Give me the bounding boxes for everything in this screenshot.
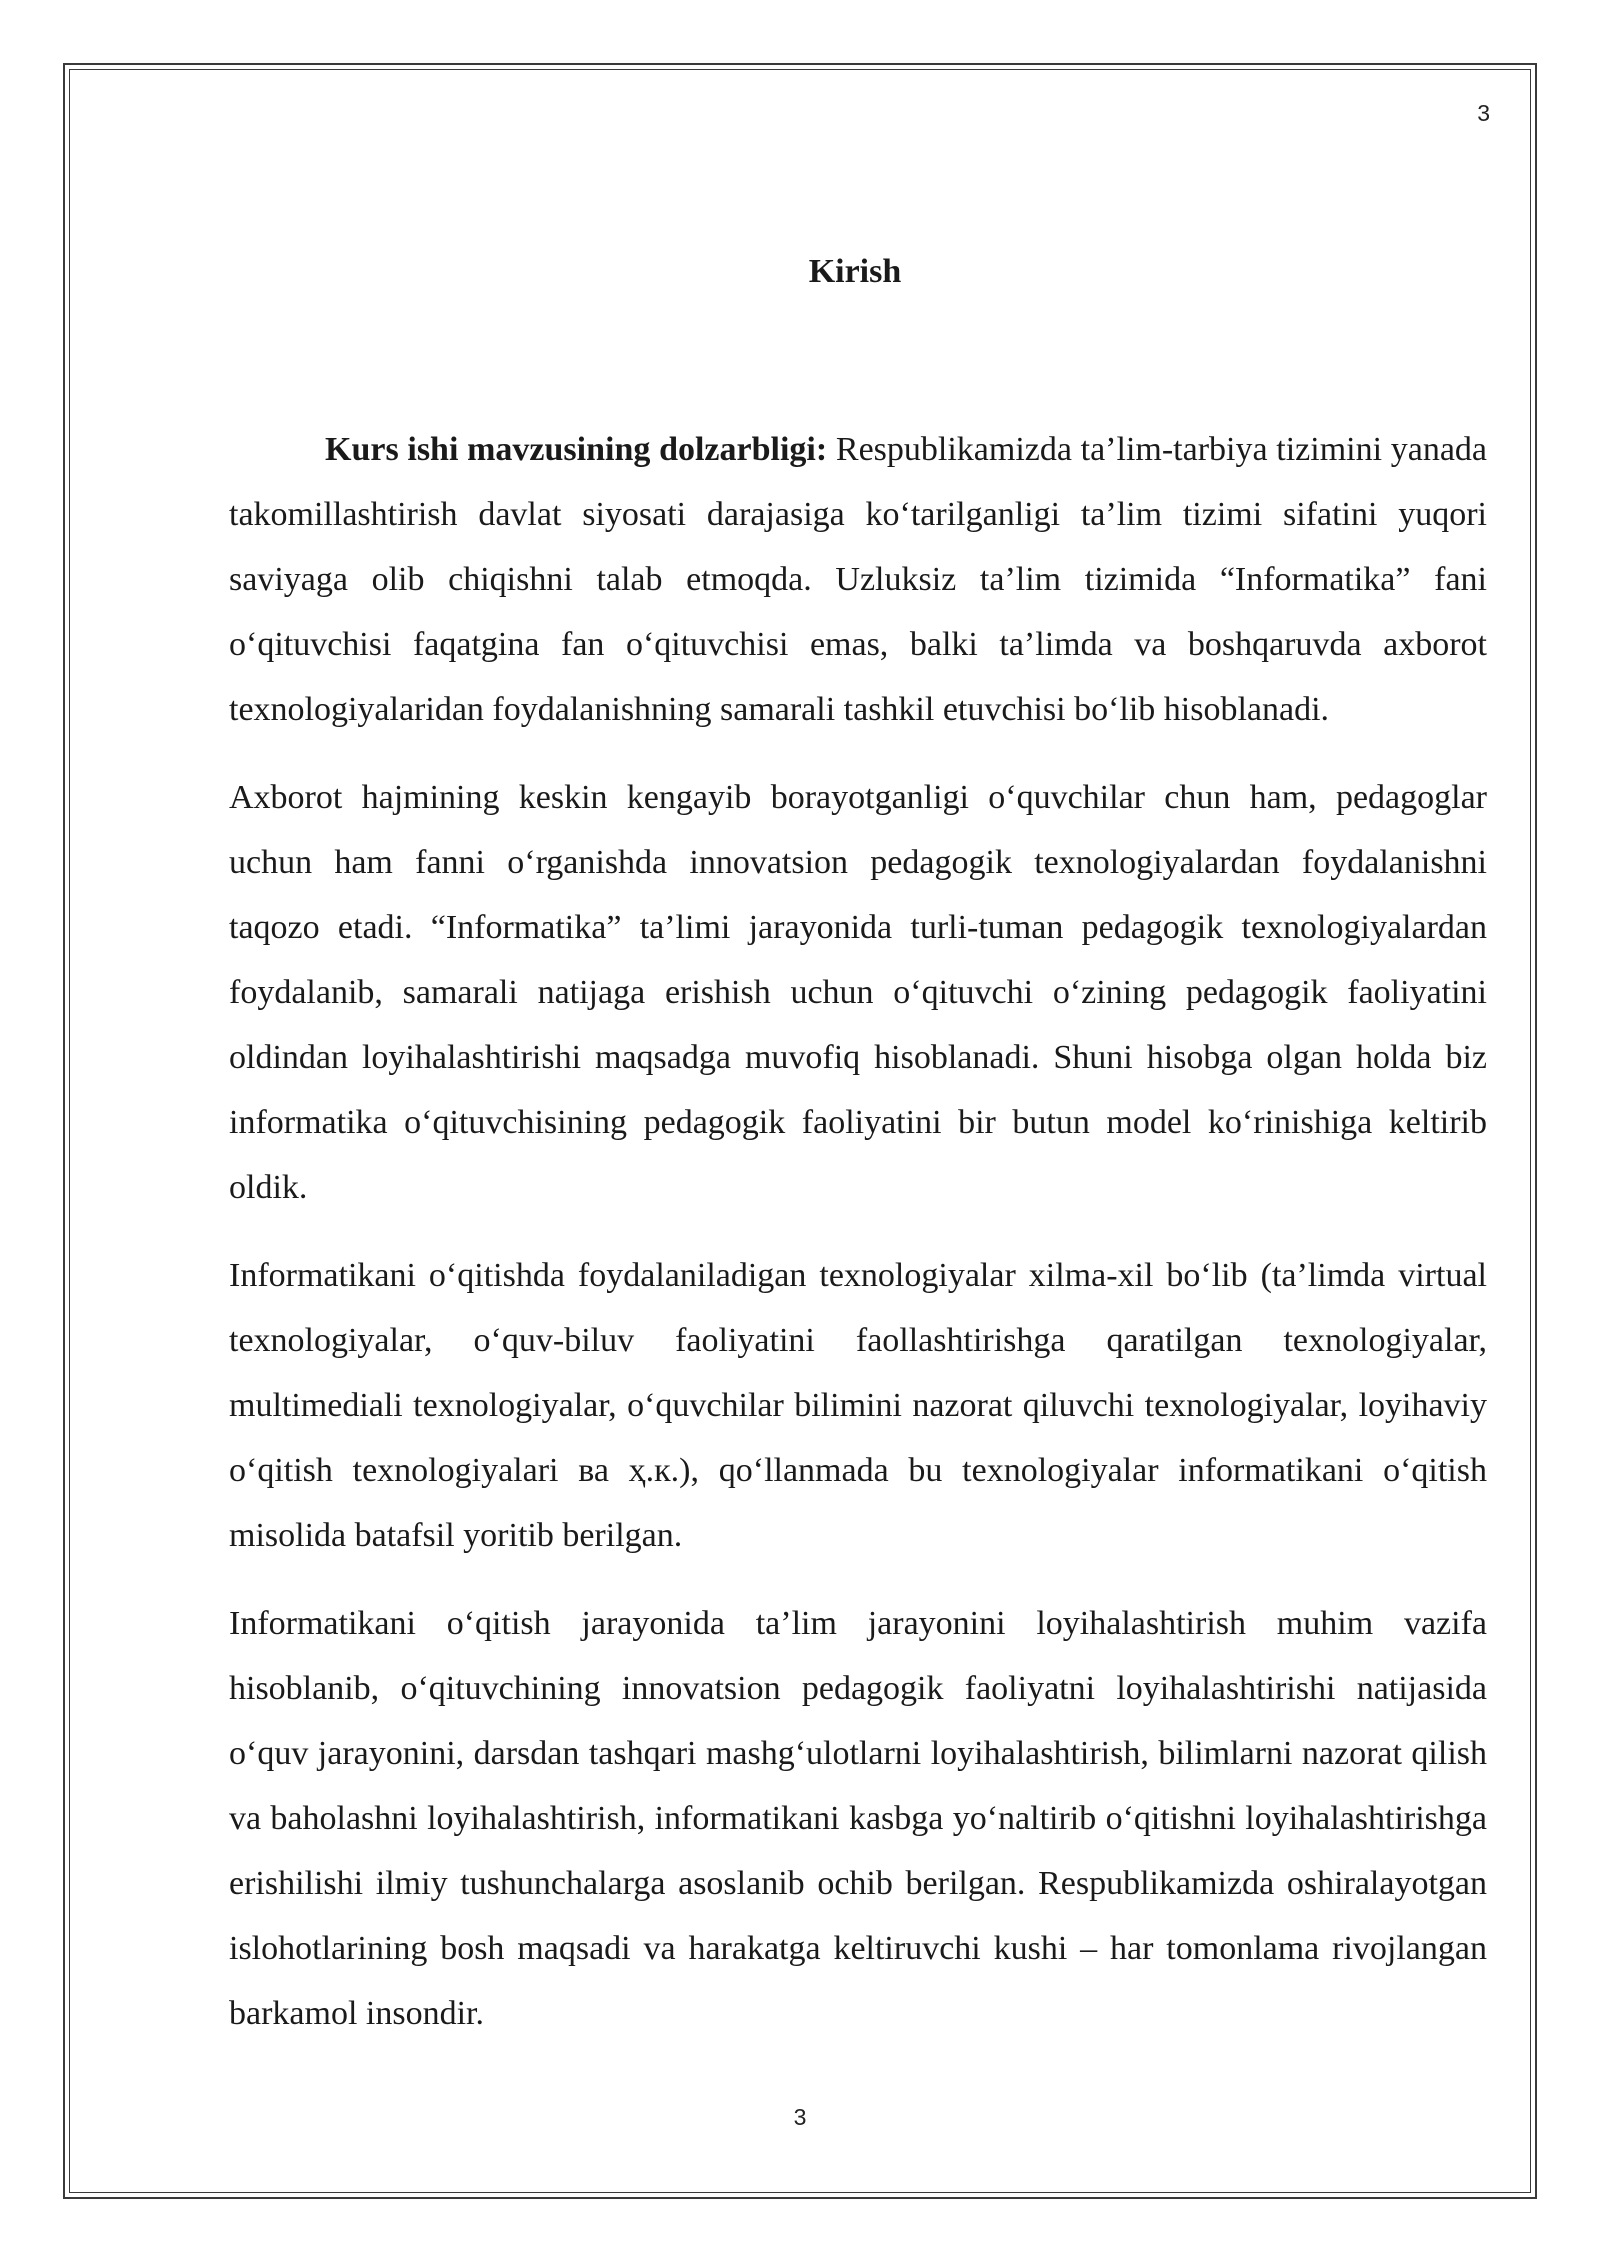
paragraph-text: Respublikamizda ta’lim-tarbiya tizimini yanada takomillashtirish davlat siyosati darajasiga ko‘tarilganligi ta’lim tizimi sifatini yuqori saviyaga olib chiqishni talab etmoqda. Uzluksiz ta’lim tizimida “Informatika” fani o‘qituvchisi faqatgina fan o‘qituvchisi emas, balki ta’limda va boshqaruvda axborot texnologiyalaridan foydalanishning samarali tashkil etuvchisi bo‘lib hisoblanadi. [229, 431, 1487, 728]
paragraph-lead-heading: Kurs ishi mavzusining dolzarbligi: [325, 431, 828, 468]
page-number-bottom: 3 [793, 2104, 807, 2130]
paragraph-process-design: Informatikani o‘qitish jarayonida ta’lim jarayonini loyihalashtirish muhim vazifa hisoblanib, o‘qituvchining innovatsion pedagogik faoliyatni loyihalashtirishi natijasida o‘quv jarayonini, darsdan tashqari mashg‘ulotlarni loyihalashtirish, bilimlarni nazorat qilish va baholashni loyihalashtirish, informatikani kasbga yo‘naltirib o‘qitishni loyihalashtirishga erishilishi ilmiy tushunchalarga asoslanib ochib berilgan. Respublikamizda oshiralayotgan islohotlarining bosh maqsadi va harakatga keltiruvchi kushi – har tomonlama rivojlangan barkamol insondir. [229, 1605, 1487, 2032]
document-title: Kirish [808, 253, 902, 290]
page-number-top: 3 [1477, 100, 1490, 126]
paragraph-information-volume: Axborot hajmining keskin kengayib borayotganligi o‘quvchilar chun ham, pedagoglar uchun ham fanni o‘rganishda innovatsion pedagogik texnologiyalardan foydalanishni taqozo etadi. “Informatika” ta’limi jarayonida turli-tuman pedagogik texnologiyalardan foydalanib, samarali natijaga erishish uchun o‘qituvchi o‘zining pedagogik faoliyatini oldindan loyihalashtirishi maqsadga muvofiq hisoblanadi. Shuni hisobga olgan holda biz informatika o‘qituvchisining pedagogik faoliyatini bir butun model ko‘rinishiga keltirib oldik. [229, 779, 1487, 1206]
document-body [229, 417, 1487, 2069]
paragraph-relevance [229, 417, 1487, 742]
paragraph-technologies: Informatikani o‘qitishda foydalaniladigan texnologiyalar xilma-xil bo‘lib (ta’limda virtual texnologiyalar, o‘quv-biluv faoliyatini faollashtirishga qaratilgan texnologiyalar, multimediali texnologiyalar, o‘quvchilar bilimini nazorat qiluvchi texnologiyalar, loyihaviy o‘qitish texnologiyalari ва ҳ.к.), qo‘llanmada bu texnologiyalar informatikani o‘qitish misolida batafsil yoritib berilgan. [229, 1257, 1487, 1554]
